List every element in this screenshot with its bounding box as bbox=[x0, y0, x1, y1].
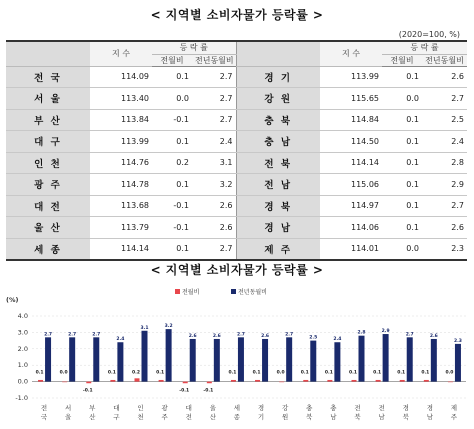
bar-mom bbox=[255, 380, 260, 382]
data-label-yoy: 2.7 bbox=[92, 332, 101, 338]
yoy-cell: 2.7 bbox=[422, 88, 467, 110]
x-tick-label: 남 bbox=[426, 413, 433, 421]
x-tick-label: 산 bbox=[209, 413, 216, 421]
data-label-yoy: 2.7 bbox=[405, 332, 414, 338]
mom-cell: 0.1 bbox=[152, 238, 192, 260]
table-row bbox=[6, 88, 467, 110]
bar-yoy bbox=[117, 342, 123, 381]
x-tick-label: 기 bbox=[257, 413, 265, 421]
x-tick-label: 충 bbox=[306, 404, 313, 412]
region-cell: 강 원 bbox=[236, 88, 320, 110]
bar-mom bbox=[376, 380, 381, 382]
mom-cell: 0.1 bbox=[382, 109, 422, 131]
y-tick-label: 0.0 bbox=[17, 377, 28, 386]
x-tick-label: 경 bbox=[257, 404, 265, 412]
yoy-cell: 3.1 bbox=[192, 152, 236, 174]
index-cell: 113.99 bbox=[320, 66, 382, 88]
mom-cell: 0.0 bbox=[382, 88, 422, 110]
data-label-mom: 0.1 bbox=[35, 370, 44, 376]
data-label-yoy: 2.7 bbox=[285, 332, 294, 338]
mom-cell: 0.0 bbox=[382, 238, 422, 260]
bar-yoy bbox=[69, 337, 75, 381]
bar-yoy bbox=[45, 337, 51, 381]
mom-cell: 0.1 bbox=[152, 131, 192, 153]
chart-title: < 지역별 소비자물가 등락률 > bbox=[150, 263, 324, 277]
yoy-cell: 2.7 bbox=[192, 238, 236, 260]
x-tick-label: 전 bbox=[378, 404, 385, 412]
table-row bbox=[6, 195, 467, 217]
bar-mom bbox=[159, 380, 164, 382]
region-cell: 울 산 bbox=[6, 217, 90, 239]
index-cell: 114.50 bbox=[320, 131, 382, 153]
x-tick-label: 북 bbox=[306, 413, 313, 421]
mom-cell: -0.1 bbox=[152, 109, 192, 131]
bar-mom bbox=[183, 382, 188, 384]
bar-yoy bbox=[262, 339, 268, 382]
region-cell: 전 남 bbox=[236, 174, 320, 196]
legend-swatch-mom bbox=[175, 289, 180, 294]
data-label-yoy: 2.6 bbox=[212, 333, 221, 339]
x-tick-label: 남 bbox=[378, 413, 385, 421]
x-tick-label: 충 bbox=[330, 404, 337, 412]
data-label-mom: 0.2 bbox=[132, 370, 140, 376]
data-label-mom: 0.0 bbox=[445, 370, 454, 376]
table-row bbox=[6, 66, 467, 88]
x-tick-label: 울 bbox=[209, 404, 216, 412]
yoy-cell: 2.7 bbox=[192, 109, 236, 131]
bar-yoy bbox=[286, 337, 292, 381]
region-cell: 대 구 bbox=[6, 131, 90, 153]
region-cell: 충 북 bbox=[236, 109, 320, 131]
legend-label-mom: 전월비 bbox=[182, 289, 200, 296]
y-tick-label: 2.0 bbox=[17, 344, 28, 353]
data-label-yoy: 3.2 bbox=[164, 324, 173, 330]
x-tick-label: 주 bbox=[161, 413, 168, 421]
bar-mom bbox=[279, 382, 284, 383]
yoy-cell: 2.7 bbox=[192, 66, 236, 88]
x-tick-label: 원 bbox=[282, 413, 289, 421]
yoy-cell: 2.6 bbox=[192, 195, 236, 217]
data-label-yoy: 2.5 bbox=[309, 335, 318, 341]
x-tick-label: 인 bbox=[137, 404, 144, 412]
yoy-cell: 2.9 bbox=[422, 174, 467, 196]
index-cell: 114.01 bbox=[320, 238, 382, 260]
x-tick-label: 세 bbox=[233, 404, 241, 412]
bar-yoy bbox=[93, 337, 99, 381]
region-cell: 인 천 bbox=[6, 152, 90, 174]
index-cell: 114.14 bbox=[90, 238, 152, 260]
y-tick-label: 3.0 bbox=[17, 328, 28, 337]
region-cell: 충 남 bbox=[236, 131, 320, 153]
table-row bbox=[6, 174, 467, 196]
index-cell: 113.84 bbox=[90, 109, 152, 131]
x-tick-label: 남 bbox=[330, 413, 337, 421]
data-label-yoy: 2.7 bbox=[68, 332, 77, 338]
bar-yoy bbox=[407, 337, 413, 381]
region-cell: 광 주 bbox=[6, 174, 90, 196]
data-label-mom: 0.1 bbox=[156, 370, 165, 376]
x-tick-label: 제 bbox=[450, 404, 458, 412]
data-label-mom: -0.1 bbox=[82, 388, 93, 394]
index-cell: 114.84 bbox=[320, 109, 382, 131]
data-label-yoy: 2.4 bbox=[333, 337, 342, 343]
x-tick-label: 북 bbox=[402, 413, 409, 421]
bar-mom bbox=[448, 382, 453, 383]
x-tick-label: 전 bbox=[40, 404, 48, 412]
header-change-left: 등 락 률 bbox=[152, 41, 236, 54]
x-tick-label: 천 bbox=[137, 413, 144, 421]
data-label-mom: -0.1 bbox=[179, 388, 190, 394]
mom-cell: 0.2 bbox=[152, 152, 192, 174]
bar-mom bbox=[38, 380, 43, 382]
region-cell: 서 울 bbox=[6, 88, 90, 110]
region-cell: 경 남 bbox=[236, 217, 320, 239]
data-label-yoy: 3.1 bbox=[140, 325, 149, 331]
yoy-cell: 2.7 bbox=[192, 88, 236, 110]
y-tick-label: 1.0 bbox=[17, 361, 28, 370]
table-title: < 지역별 소비자물가 등락률 > bbox=[150, 8, 324, 22]
data-label-mom: 0.1 bbox=[421, 370, 430, 376]
bar-mom bbox=[135, 378, 140, 381]
bar-mom bbox=[303, 380, 308, 382]
bar-mom bbox=[110, 380, 115, 382]
bar-yoy bbox=[431, 339, 437, 382]
data-label-mom: 0.1 bbox=[349, 370, 357, 376]
bar-yoy bbox=[166, 329, 172, 381]
bar-mom bbox=[231, 380, 236, 382]
data-label-mom: -0.1 bbox=[203, 388, 214, 394]
x-tick-label: 강 bbox=[282, 404, 289, 412]
mom-cell: 0.1 bbox=[382, 66, 422, 88]
header-blank-right bbox=[236, 41, 320, 66]
region-cell: 경 북 bbox=[236, 195, 320, 217]
bar-yoy bbox=[238, 337, 244, 381]
bar-mom bbox=[352, 380, 357, 382]
data-label-yoy: 2.7 bbox=[236, 332, 245, 338]
data-label-yoy: 2.6 bbox=[261, 333, 270, 339]
x-tick-label: 구 bbox=[113, 413, 120, 421]
mom-cell: 0.1 bbox=[152, 174, 192, 196]
bar-mom bbox=[86, 382, 91, 384]
data-label-mom: 0.1 bbox=[107, 370, 116, 376]
y-tick-label: 4.0 bbox=[17, 312, 28, 320]
x-tick-label: 산 bbox=[89, 413, 96, 421]
table-body bbox=[6, 66, 467, 260]
header-index-left: 지 수 bbox=[90, 41, 152, 66]
index-cell: 114.06 bbox=[320, 217, 382, 239]
index-cell: 113.79 bbox=[90, 217, 152, 239]
bar-yoy bbox=[190, 339, 196, 382]
region-cell: 대 전 bbox=[6, 195, 90, 217]
yoy-cell: 2.3 bbox=[422, 238, 467, 260]
yoy-cell: 2.4 bbox=[192, 131, 236, 153]
index-cell: 113.68 bbox=[90, 195, 152, 217]
region-cell: 제 주 bbox=[236, 238, 320, 260]
index-cell: 114.78 bbox=[90, 174, 152, 196]
index-cell: 115.06 bbox=[320, 174, 382, 196]
data-label-yoy: 2.3 bbox=[453, 338, 462, 344]
legend-label-yoy: 전년동월비 bbox=[238, 289, 267, 296]
bar-mom bbox=[207, 382, 212, 384]
mom-cell: 0.1 bbox=[382, 217, 422, 239]
header-change-right: 등 락 률 bbox=[382, 41, 467, 54]
yoy-cell: 2.6 bbox=[192, 217, 236, 239]
data-label-mom: 0.0 bbox=[276, 370, 285, 376]
x-tick-label: 광 bbox=[161, 404, 168, 412]
header-yoy-right: 전년동월비 bbox=[422, 54, 467, 66]
x-tick-label: 대 bbox=[113, 404, 120, 412]
bar-mom bbox=[400, 380, 405, 382]
bar-mom bbox=[62, 382, 67, 383]
index-cell: 114.09 bbox=[90, 66, 152, 88]
header-blank-left bbox=[6, 41, 90, 66]
x-tick-label: 대 bbox=[185, 404, 192, 412]
x-tick-label: 부 bbox=[89, 404, 96, 412]
data-label-yoy: 2.4 bbox=[116, 337, 125, 343]
legend-swatch-yoy bbox=[231, 289, 236, 294]
x-tick-label: 국 bbox=[40, 413, 48, 421]
x-tick-label: 북 bbox=[354, 413, 361, 421]
yoy-cell: 3.2 bbox=[192, 174, 236, 196]
index-cell: 114.76 bbox=[90, 152, 152, 174]
y-axis-unit: (%) bbox=[6, 296, 19, 304]
data-label-yoy: 2.6 bbox=[188, 333, 197, 339]
region-cell: 전 국 bbox=[6, 66, 90, 88]
table-row bbox=[6, 131, 467, 153]
data-label-mom: 0.1 bbox=[397, 370, 406, 376]
data-label-mom: 0.0 bbox=[59, 370, 68, 376]
data-label-yoy: 2.9 bbox=[381, 329, 390, 335]
header-mom-left: 전월비 bbox=[152, 54, 192, 66]
x-tick-label: 서 bbox=[65, 404, 72, 412]
y-tick-label: -1.0 bbox=[15, 394, 28, 402]
data-label-mom: 0.1 bbox=[300, 370, 309, 376]
x-tick-label: 주 bbox=[450, 413, 458, 421]
table-row bbox=[6, 109, 467, 131]
yoy-cell: 2.7 bbox=[422, 195, 467, 217]
mom-cell: 0.1 bbox=[382, 195, 422, 217]
header-mom-right: 전월비 bbox=[382, 54, 422, 66]
region-cell: 부 산 bbox=[6, 109, 90, 131]
bar-yoy bbox=[383, 334, 389, 382]
data-label-mom: 0.1 bbox=[324, 370, 333, 376]
index-cell: 114.14 bbox=[320, 152, 382, 174]
data-label-yoy: 2.6 bbox=[429, 333, 438, 339]
x-tick-label: 전 bbox=[354, 404, 361, 412]
data-label-yoy: 2.8 bbox=[357, 330, 366, 336]
x-tick-label: 전 bbox=[185, 413, 192, 421]
bar-yoy bbox=[359, 336, 365, 382]
data-label-mom: 0.1 bbox=[252, 370, 261, 376]
data-label-yoy: 2.7 bbox=[44, 332, 53, 338]
yoy-cell: 2.4 bbox=[422, 131, 467, 153]
x-tick-label: 경 bbox=[402, 404, 409, 412]
yoy-cell: 2.5 bbox=[422, 109, 467, 131]
yoy-cell: 2.6 bbox=[422, 66, 467, 88]
table-row bbox=[6, 217, 467, 239]
region-cell: 전 북 bbox=[236, 152, 320, 174]
bar-chart bbox=[0, 282, 474, 429]
x-tick-label: 울 bbox=[65, 413, 72, 421]
index-cell: 114.97 bbox=[320, 195, 382, 217]
data-label-mom: 0.1 bbox=[228, 370, 237, 376]
region-table bbox=[6, 40, 467, 261]
region-cell: 경 기 bbox=[236, 66, 320, 88]
bar-yoy bbox=[334, 342, 340, 381]
bar-yoy bbox=[455, 344, 461, 382]
bar-mom bbox=[424, 380, 429, 382]
data-label-mom: 0.1 bbox=[373, 370, 382, 376]
yoy-cell: 2.6 bbox=[422, 217, 467, 239]
index-cell: 113.99 bbox=[90, 131, 152, 153]
index-cell: 113.40 bbox=[90, 88, 152, 110]
mom-cell: 0.1 bbox=[152, 66, 192, 88]
mom-cell: -0.1 bbox=[152, 195, 192, 217]
x-tick-label: 종 bbox=[233, 413, 241, 421]
bar-yoy bbox=[310, 341, 316, 382]
table-row bbox=[6, 152, 467, 174]
region-cell: 세 종 bbox=[6, 238, 90, 260]
unit-note: (2020=100, %) bbox=[398, 30, 460, 39]
header-yoy-left: 전년동월비 bbox=[192, 54, 236, 66]
mom-cell: 0.1 bbox=[382, 131, 422, 153]
mom-cell: 0.1 bbox=[382, 174, 422, 196]
x-tick-label: 경 bbox=[426, 404, 433, 412]
mom-cell: 0.0 bbox=[152, 88, 192, 110]
table-row bbox=[6, 238, 467, 260]
index-cell: 115.65 bbox=[320, 88, 382, 110]
bar-mom bbox=[327, 380, 332, 382]
yoy-cell: 2.8 bbox=[422, 152, 467, 174]
bar-yoy bbox=[214, 339, 220, 382]
mom-cell: -0.1 bbox=[152, 217, 192, 239]
bar-yoy bbox=[142, 331, 148, 382]
header-index-right: 지 수 bbox=[320, 41, 382, 66]
mom-cell: 0.1 bbox=[382, 152, 422, 174]
